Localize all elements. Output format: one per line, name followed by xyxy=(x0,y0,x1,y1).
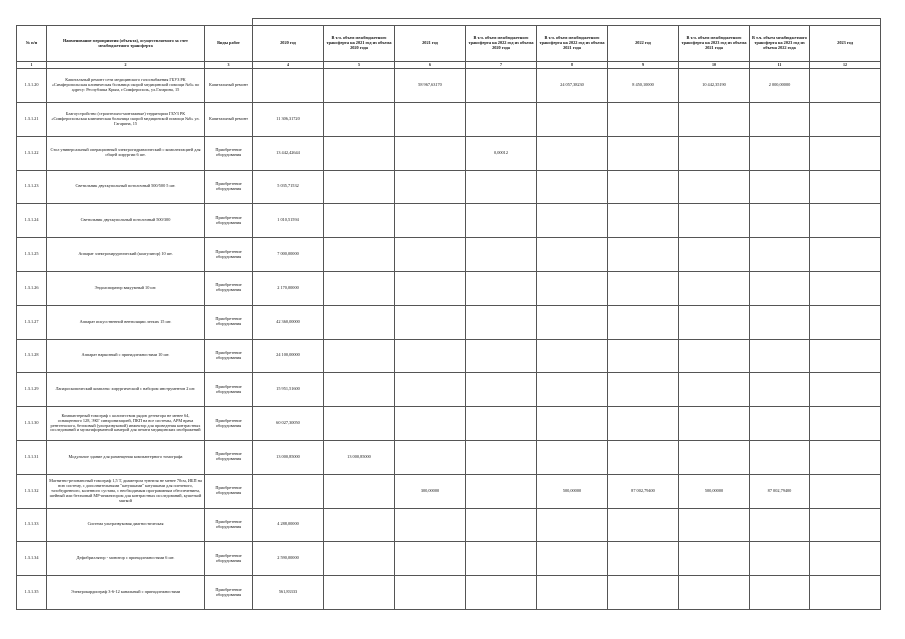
column-number: 7 xyxy=(466,62,537,69)
row-value-2021-from-2020 xyxy=(324,542,395,576)
row-value-2022-from-2021 xyxy=(537,102,608,136)
row-value-2023 xyxy=(810,373,881,407)
table-row xyxy=(17,508,881,542)
row-value-2021 xyxy=(395,102,466,136)
row-value-2022-from-2021 xyxy=(537,271,608,305)
header-col-6: 2021 год xyxy=(395,26,466,62)
header-col-9: 2022 год xyxy=(608,26,679,62)
row-value-2022-from-2020 xyxy=(466,542,537,576)
row-name: Система ультразвуковая диагностическая xyxy=(47,508,205,542)
row-number: 1.3.1.35 xyxy=(17,576,47,610)
row-value-2021-from-2020 xyxy=(324,339,395,373)
table-row xyxy=(17,407,881,441)
row-value-2022 xyxy=(608,305,679,339)
row-value-2020: 5 035,71532 xyxy=(253,170,324,204)
row-value-2021-from-2020 xyxy=(324,305,395,339)
row-value-2022-from-2020 xyxy=(466,474,537,508)
row-value-2023-from-2022 xyxy=(750,576,810,610)
column-number: 5 xyxy=(324,62,395,69)
row-name: Светильник двухкупольный потолочный 500/300 xyxy=(47,204,205,238)
row-value-2022 xyxy=(608,542,679,576)
row-name: Компьютерный томограф с количеством рядов детектора не менее 64, оснащенного 128, ЭКГ синхронизацией, ПКП на все системы, АРМ врача рентгенолога, безэховый (ультразвуковой) инжектор для проведения контрастных исследований и мультиформатной камерой для печати медицинских изображений xyxy=(47,407,205,441)
row-value-2021 xyxy=(395,440,466,474)
column-number: 9 xyxy=(608,62,679,69)
row-value-2022 xyxy=(608,204,679,238)
row-value-2020: 2 170,00000 xyxy=(253,271,324,305)
table-row xyxy=(17,373,881,407)
row-value-2022-from-2020 xyxy=(466,440,537,474)
row-value-2020: 24 100,00000 xyxy=(253,339,324,373)
row-name: Лапароскопический комплекс хирургический с набором инструментов 2 шт. xyxy=(47,373,205,407)
header-col-5: В т.ч. объем межбюджетного трансферта на 2021 год из объема 2020 года xyxy=(324,26,395,62)
row-value-2020: 2 590,00000 xyxy=(253,542,324,576)
row-number: 1.3.1.34 xyxy=(17,542,47,576)
row-value-2023 xyxy=(810,102,881,136)
row-value-2022 xyxy=(608,440,679,474)
table-row xyxy=(17,576,881,610)
table-row xyxy=(17,305,881,339)
row-value-2023-from-2022 xyxy=(750,508,810,542)
row-work-type: Приобретение оборудования xyxy=(205,474,253,508)
row-value-2022-from-2021 xyxy=(537,305,608,339)
row-value-2023 xyxy=(810,271,881,305)
row-value-2021 xyxy=(395,170,466,204)
row-value-2022-from-2020 xyxy=(466,69,537,103)
row-value-2023-from-2021 xyxy=(679,305,750,339)
row-value-2023-from-2021 xyxy=(679,542,750,576)
row-value-2021-from-2020 xyxy=(324,508,395,542)
row-value-2020: 15 951,51600 xyxy=(253,373,324,407)
row-value-2022-from-2021 xyxy=(537,170,608,204)
row-value-2022 xyxy=(608,339,679,373)
row-value-2022-from-2020 xyxy=(466,170,537,204)
row-value-2021-from-2020 xyxy=(324,136,395,170)
row-value-2022-from-2020: 0,00012 xyxy=(466,136,537,170)
row-number: 1.3.1.22 xyxy=(17,136,47,170)
row-number: 1.3.1.26 xyxy=(17,271,47,305)
table-row xyxy=(17,238,881,272)
row-number: 1.3.1.24 xyxy=(17,204,47,238)
row-value-2022-from-2021 xyxy=(537,136,608,170)
row-work-type: Капитальный ремонт xyxy=(205,69,253,103)
row-number: 1.3.1.21 xyxy=(17,102,47,136)
row-work-type: Приобретение оборудования xyxy=(205,508,253,542)
row-value-2023-from-2021 xyxy=(679,170,750,204)
row-value-2022-from-2020 xyxy=(466,373,537,407)
row-work-type: Приобретение оборудования xyxy=(205,542,253,576)
row-value-2023-from-2022 xyxy=(750,170,810,204)
row-number: 1.3.1.29 xyxy=(17,373,47,407)
row-value-2020: 1 010,51594 xyxy=(253,204,324,238)
row-work-type: Приобретение оборудования xyxy=(205,238,253,272)
row-value-2023-from-2021 xyxy=(679,373,750,407)
row-value-2023-from-2022 xyxy=(750,407,810,441)
header-col-3: Виды работ xyxy=(205,26,253,62)
row-value-2023 xyxy=(810,440,881,474)
row-value-2023-from-2022 xyxy=(750,373,810,407)
row-work-type: Приобретение оборудования xyxy=(205,136,253,170)
row-value-2020: 11 306,31720 xyxy=(253,102,324,136)
row-name: Магнитно-резонансный томограф 1,5 Т, диаметром туннеля не менее 70см, ИБП на всю систему, с дополнительными "катушками" катушками для плечевого, тазобедренного, коленного сустава, с необходимым программным обеспечением, шейный или безэховый МР-инжектором для контрастных исследований, кушеткой мягкой xyxy=(47,474,205,508)
row-work-type: Приобретение оборудования xyxy=(205,170,253,204)
row-value-2022-from-2020 xyxy=(466,102,537,136)
row-value-2021 xyxy=(395,576,466,610)
table-row xyxy=(17,170,881,204)
row-work-type: Приобретение оборудования xyxy=(205,373,253,407)
row-value-2023 xyxy=(810,170,881,204)
row-value-2023 xyxy=(810,542,881,576)
header-top-row xyxy=(17,19,881,26)
header-col-2: Наименование мероприятия (объекта), осуществляемого за счет межбюджетного трансферта xyxy=(47,26,205,62)
column-number: 1 xyxy=(17,62,47,69)
header-col-11: В т.ч. объем межбюджетного трансферта на 2023 год из объема 2022 года xyxy=(750,26,810,62)
row-value-2023-from-2021: 10 442,35190 xyxy=(679,69,750,103)
header-col-8: В т.ч. объем межбюджетного трансферта на 2022 год из объема 2021 года xyxy=(537,26,608,62)
row-value-2021: 58 967,63170 xyxy=(395,69,466,103)
row-number: 1.3.1.28 xyxy=(17,339,47,373)
row-name: Стол универсальный операционный электрогидравлический с комплектацией для общей хирургии 6 шт. xyxy=(47,136,205,170)
row-value-2023-from-2022: 87 002,79400 xyxy=(750,474,810,508)
row-value-2023-from-2021 xyxy=(679,204,750,238)
row-value-2023 xyxy=(810,576,881,610)
row-value-2023-from-2021 xyxy=(679,407,750,441)
row-value-2021-from-2020 xyxy=(324,238,395,272)
row-value-2023 xyxy=(810,407,881,441)
row-value-2023-from-2021 xyxy=(679,440,750,474)
row-value-2023 xyxy=(810,474,881,508)
row-value-2021-from-2020 xyxy=(324,474,395,508)
row-name: Аппарат электрохирургический (коагулятор) 10 шт. xyxy=(47,238,205,272)
header-row xyxy=(17,26,881,62)
row-name: Капитальный ремонт сети медицинского газоснабжения ГБУЗ РК «Симферопольская клиническая больница скорой медицинской помощи №6» по адресу: Республика Крым, г.Симферополь, ул.Гагарина, 15 xyxy=(47,69,205,103)
row-value-2021: 300,00000 xyxy=(395,474,466,508)
header-col-12: 2023 год xyxy=(810,26,881,62)
row-value-2021 xyxy=(395,204,466,238)
row-value-2021-from-2020 xyxy=(324,271,395,305)
row-value-2020 xyxy=(253,69,324,103)
column-number: 3 xyxy=(205,62,253,69)
row-value-2023 xyxy=(810,69,881,103)
row-value-2022 xyxy=(608,407,679,441)
column-number: 4 xyxy=(253,62,324,69)
row-work-type: Приобретение оборудования xyxy=(205,339,253,373)
table-row xyxy=(17,69,881,103)
row-value-2021-from-2020 xyxy=(324,204,395,238)
row-value-2022 xyxy=(608,238,679,272)
row-value-2022-from-2020 xyxy=(466,204,537,238)
row-work-type: Приобретение оборудования xyxy=(205,576,253,610)
row-work-type: Приобретение оборудования xyxy=(205,204,253,238)
row-value-2022-from-2021 xyxy=(537,542,608,576)
row-work-type: Приобретение оборудования xyxy=(205,305,253,339)
row-number: 1.3.1.31 xyxy=(17,440,47,474)
row-value-2022-from-2021 xyxy=(537,373,608,407)
row-value-2023 xyxy=(810,305,881,339)
row-value-2023 xyxy=(810,508,881,542)
row-value-2023 xyxy=(810,339,881,373)
row-work-type: Приобретение оборудования xyxy=(205,271,253,305)
row-number: 1.3.1.25 xyxy=(17,238,47,272)
row-value-2022 xyxy=(608,271,679,305)
table-row xyxy=(17,102,881,136)
row-number: 1.3.1.20 xyxy=(17,69,47,103)
row-name: Электрокардиограф 3-6-12 канальный с принадлежностями xyxy=(47,576,205,610)
row-value-2022 xyxy=(608,102,679,136)
row-value-2022-from-2021 xyxy=(537,204,608,238)
row-value-2023-from-2021 xyxy=(679,508,750,542)
row-value-2022-from-2020 xyxy=(466,305,537,339)
row-value-2022: 87 002,79400 xyxy=(608,474,679,508)
table-row xyxy=(17,339,881,373)
row-value-2021 xyxy=(395,305,466,339)
row-value-2020: 42 360,00000 xyxy=(253,305,324,339)
row-value-2023-from-2021 xyxy=(679,576,750,610)
row-name: Аппарат искусственной вентиляции легких 15 шт. xyxy=(47,305,205,339)
table-row xyxy=(17,440,881,474)
row-value-2021 xyxy=(395,407,466,441)
row-value-2023-from-2021 xyxy=(679,271,750,305)
row-value-2023-from-2022 xyxy=(750,204,810,238)
budget-table xyxy=(16,18,881,610)
row-value-2021-from-2020 xyxy=(324,69,395,103)
row-value-2022-from-2020 xyxy=(466,576,537,610)
row-value-2021 xyxy=(395,508,466,542)
row-work-type: Приобретение оборудования xyxy=(205,440,253,474)
row-value-2023-from-2022 xyxy=(750,102,810,136)
row-value-2022-from-2020 xyxy=(466,271,537,305)
row-value-2023-from-2021 xyxy=(679,102,750,136)
row-value-2023 xyxy=(810,238,881,272)
row-number: 1.3.1.32 xyxy=(17,474,47,508)
row-value-2023-from-2022 xyxy=(750,542,810,576)
row-name: Дефибриллятор - монитор с принадлежностями 6 шт. xyxy=(47,542,205,576)
row-value-2021 xyxy=(395,339,466,373)
row-value-2023 xyxy=(810,136,881,170)
row-value-2022-from-2021 xyxy=(537,576,608,610)
row-value-2021-from-2020 xyxy=(324,373,395,407)
row-number: 1.3.1.23 xyxy=(17,170,47,204)
row-name: Благоустройство (строительно-монтажные) территории ГБУЗ РК «Симферопольская клиническая больница скорой медицинской помощи №6» ул. Гагарина, 15 xyxy=(47,102,205,136)
table-row xyxy=(17,136,881,170)
header-col-4: 2020 год xyxy=(253,26,324,62)
row-value-2020 xyxy=(253,474,324,508)
column-number: 10 xyxy=(679,62,750,69)
row-value-2022-from-2021 xyxy=(537,508,608,542)
row-value-2022-from-2021 xyxy=(537,339,608,373)
row-value-2022 xyxy=(608,136,679,170)
row-value-2021 xyxy=(395,542,466,576)
row-value-2020: 561,83333 xyxy=(253,576,324,610)
header-col-1: № п/п xyxy=(17,26,47,62)
row-name: Светильник двухкупольный потолочный 500/500 5 шт. xyxy=(47,170,205,204)
table-row xyxy=(17,204,881,238)
row-value-2022 xyxy=(608,373,679,407)
column-number: 6 xyxy=(395,62,466,69)
row-value-2022-from-2020 xyxy=(466,238,537,272)
row-value-2022-from-2021: 24 057,38230 xyxy=(537,69,608,103)
row-number: 1.3.1.30 xyxy=(17,407,47,441)
row-number: 1.3.1.27 xyxy=(17,305,47,339)
row-work-type: Приобретение оборудования xyxy=(205,407,253,441)
column-number-row xyxy=(17,62,881,69)
row-value-2023-from-2022 xyxy=(750,440,810,474)
row-value-2021-from-2020: 13 000,85000 xyxy=(324,440,395,474)
row-value-2023-from-2022 xyxy=(750,136,810,170)
row-value-2021-from-2020 xyxy=(324,407,395,441)
row-value-2020: 13 000,85000 xyxy=(253,440,324,474)
row-name: Эндоаспиратор вакуумный 10 шт. xyxy=(47,271,205,305)
row-value-2022-from-2021 xyxy=(537,407,608,441)
row-value-2023-from-2022 xyxy=(750,238,810,272)
row-value-2023-from-2022 xyxy=(750,271,810,305)
row-value-2021 xyxy=(395,271,466,305)
row-value-2023-from-2022 xyxy=(750,339,810,373)
header-col-7: В т.ч. объем межбюджетного трансферта на 2022 год из объема 2020 года xyxy=(466,26,537,62)
row-value-2022-from-2021 xyxy=(537,238,608,272)
row-value-2022-from-2020 xyxy=(466,508,537,542)
row-value-2020: 4 288,00000 xyxy=(253,508,324,542)
row-value-2023-from-2022: 2 000,00000 xyxy=(750,69,810,103)
row-value-2021 xyxy=(395,238,466,272)
row-value-2022-from-2020 xyxy=(466,339,537,373)
row-value-2021 xyxy=(395,136,466,170)
row-value-2020: 60 027,30050 xyxy=(253,407,324,441)
table-row xyxy=(17,542,881,576)
column-number: 11 xyxy=(750,62,810,69)
row-value-2022-from-2021: 500,00000 xyxy=(537,474,608,508)
row-value-2023-from-2021 xyxy=(679,339,750,373)
row-value-2023-from-2021 xyxy=(679,238,750,272)
table-row xyxy=(17,474,881,508)
row-name: Модульное здание для размещения компьютерного томографа xyxy=(47,440,205,474)
row-value-2023-from-2021: 500,00000 xyxy=(679,474,750,508)
row-value-2020: 7 000,00000 xyxy=(253,238,324,272)
row-value-2022 xyxy=(608,170,679,204)
row-value-2021-from-2020 xyxy=(324,102,395,136)
row-name: Аппарат наркозный с принадлежностями 10 шт. xyxy=(47,339,205,373)
row-work-type: Капитальный ремонт xyxy=(205,102,253,136)
row-value-2022 xyxy=(608,576,679,610)
row-value-2023 xyxy=(810,204,881,238)
header-col-10: В т.ч. объем межбюджетного трансферта на 2023 год из объема 2021 года xyxy=(679,26,750,62)
column-number: 12 xyxy=(810,62,881,69)
row-value-2022-from-2020 xyxy=(466,407,537,441)
table-row xyxy=(17,271,881,305)
row-value-2023-from-2021 xyxy=(679,136,750,170)
row-number: 1.3.1.33 xyxy=(17,508,47,542)
row-value-2023-from-2022 xyxy=(750,305,810,339)
row-value-2021 xyxy=(395,373,466,407)
column-number: 2 xyxy=(47,62,205,69)
row-value-2022-from-2021 xyxy=(537,440,608,474)
row-value-2021-from-2020 xyxy=(324,170,395,204)
row-value-2022 xyxy=(608,508,679,542)
row-value-2021-from-2020 xyxy=(324,576,395,610)
row-value-2022: 8 450,10000 xyxy=(608,69,679,103)
row-value-2020: 13 442,42644 xyxy=(253,136,324,170)
column-number: 8 xyxy=(537,62,608,69)
